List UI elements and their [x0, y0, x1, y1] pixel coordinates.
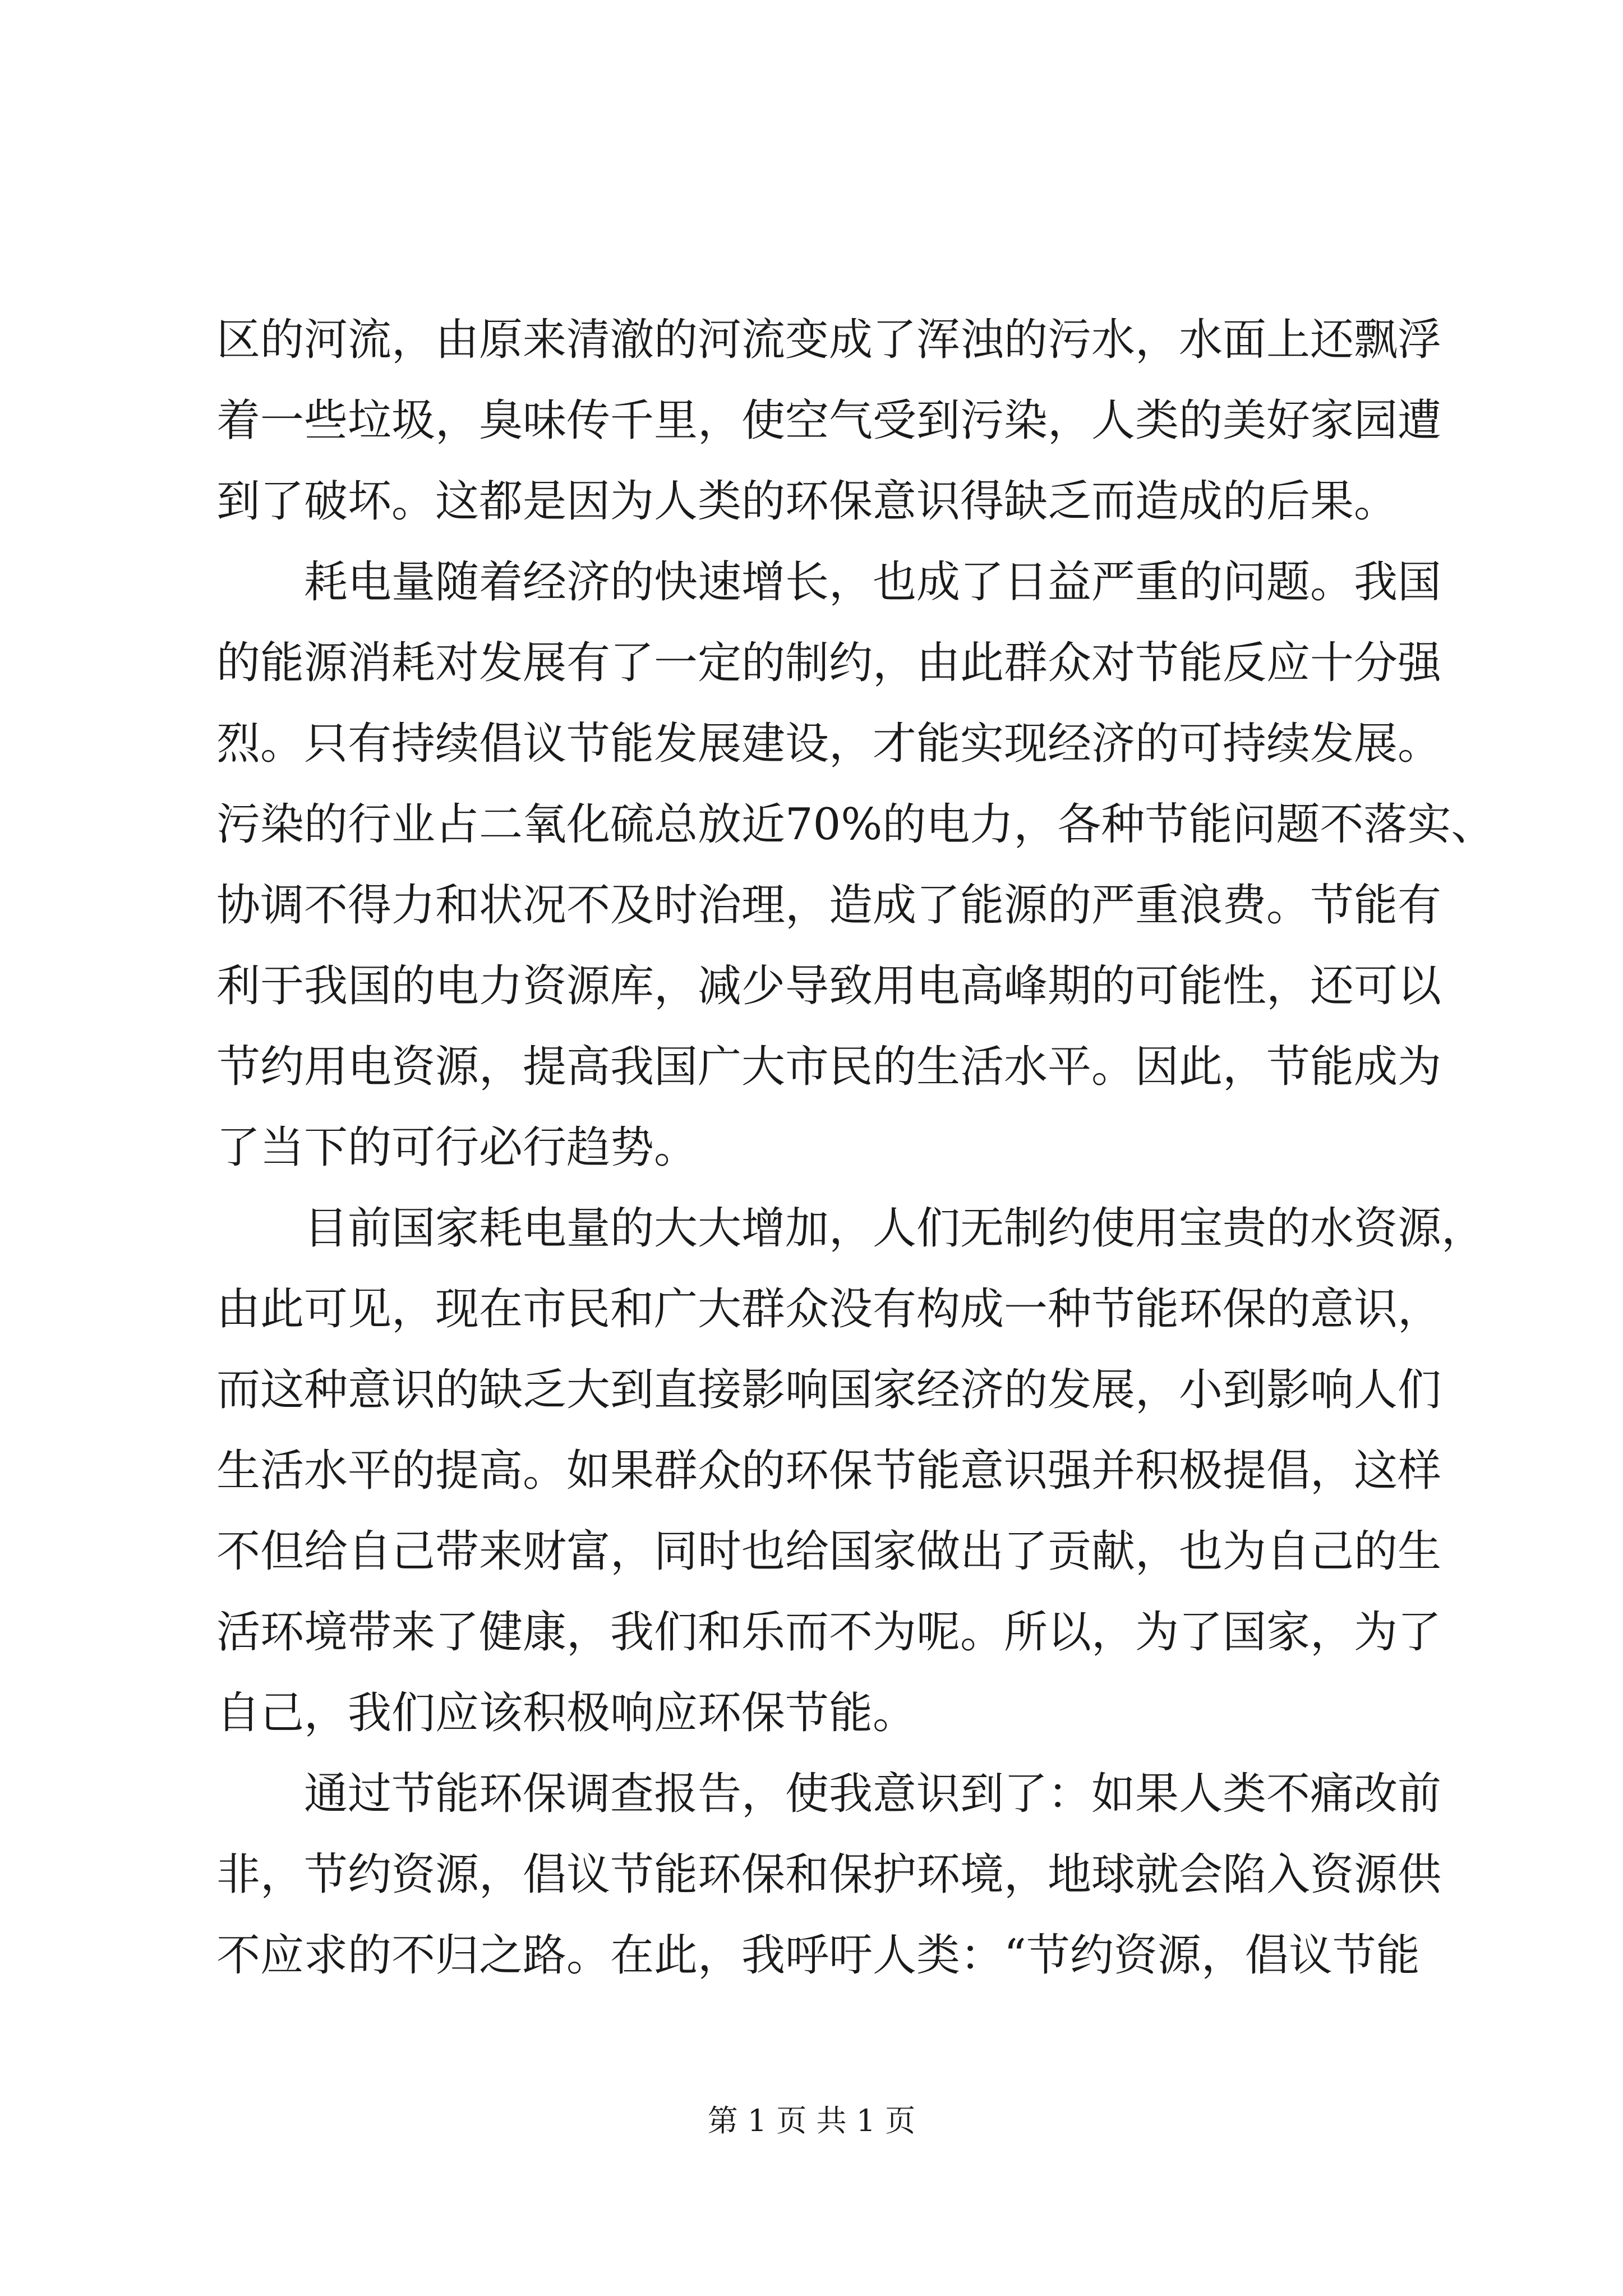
text-line: 烈。只有持续倡议节能发展建设，才能实现经济的可持续发展。: [216, 719, 1442, 769]
text-line: 自己，我们应该积极响应环保节能。: [216, 1688, 917, 1738]
page-footer: 第 1 页 共 1 页: [707, 2103, 916, 2138]
text-line: 活环境带来了健康，我们和乐而不为呢。所以，为了国家，为了: [216, 1607, 1442, 1658]
text-line: 通过节能环保调查报告，使我意识到了：如果人类不痛改前: [304, 1769, 1442, 1819]
text-line: 节约用电资源，提高我国广大市民的生活水平。因此，节能成为: [216, 1042, 1442, 1092]
text-line: 利于我国的电力资源库，减少导致用电高峰期的可能性，还可以: [216, 961, 1442, 1011]
text-line: 目前国家耗电量的大大增加，人们无制约使用宝贵的水资源，: [304, 1203, 1486, 1254]
text-line: 污染的行业占二氧化硫总放近70%的电力，各种节能问题不落实、: [216, 799, 1495, 850]
text-line: 协调不得力和状况不及时治理，造成了能源的严重浪费。节能有: [216, 880, 1442, 931]
text-line: 到了破坏。这都是因为人类的环保意识得缺乏而造成的后果。: [216, 476, 1398, 527]
text-line: 着一些垃圾，臭味传千里，使空气受到污染，人类的美好家园遭: [216, 395, 1442, 446]
text-line: 不应求的不归之路。在此，我呼吁人类：“节约资源，倡议节能: [216, 1930, 1420, 1981]
text-line: 耗电量随着经济的快速增长，也成了日益严重的问题。我国: [304, 557, 1442, 608]
text-line: 不但给自己带来财富，同时也给国家做出了贡献，也为自己的生: [216, 1526, 1442, 1577]
text-line: 的能源消耗对发展有了一定的制约，由此群众对节能反应十分强: [216, 638, 1442, 688]
body-text: [216, 300, 1495, 1996]
text-line: 非，节约资源，倡议节能环保和保护环境，地球就会陷入资源供: [216, 1849, 1442, 1900]
text-line: 区的河流，由原来清澈的河流变成了浑浊的污水，水面上还飘浮: [216, 315, 1442, 365]
text-line: 了当下的可行必行趋势。: [216, 1122, 698, 1173]
text-line: 生活水平的提高。如果群众的环保节能意识强并积极提倡，这样: [216, 1446, 1442, 1496]
text-line: 由此可见，现在市民和广大群众没有构成一种节能环保的意识，: [216, 1284, 1442, 1335]
text-line: 而这种意识的缺乏大到直接影响国家经济的发展，小到影响人们: [216, 1365, 1442, 1415]
